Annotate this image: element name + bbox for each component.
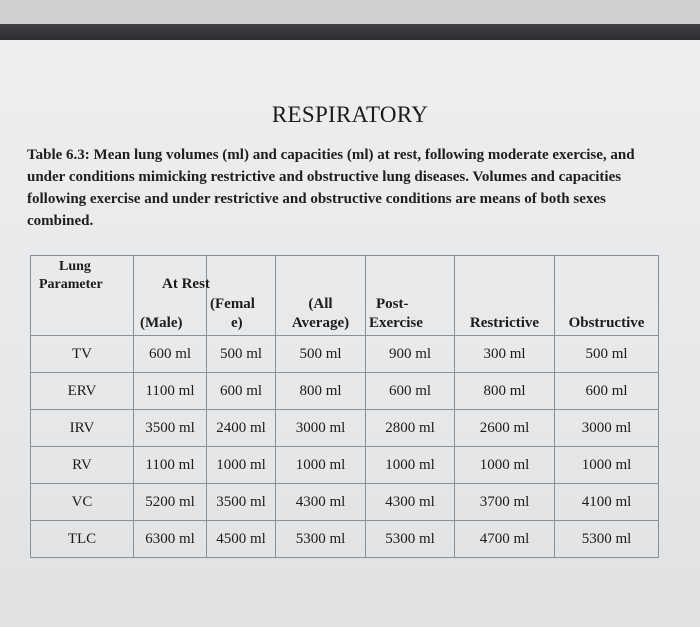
table-row <box>31 447 659 484</box>
female-header-line1: (Femal <box>210 296 255 312</box>
cell-male: 5200 ml <box>134 484 207 521</box>
table-row <box>31 484 659 521</box>
cell-female: 1000 ml <box>207 447 276 484</box>
caption-text: Mean lung volumes (ml) and capacities (ml) at rest, following moderate exercise, and under conditions mimicking restrictive and obstructive lung diseases. Volumes and capacities following exercise and under restrictive and obstructive conditions are means of both sexes combined. <box>27 147 635 229</box>
cell-restrictive: 3700 ml <box>455 484 555 521</box>
row-param: TLC <box>31 521 134 558</box>
table-header-row <box>31 256 659 336</box>
male-header: (Male) <box>140 315 183 331</box>
cell-all: 800 ml <box>276 373 366 410</box>
cell-female: 3500 ml <box>207 484 276 521</box>
cell-post: 900 ml <box>366 336 455 373</box>
cell-female: 500 ml <box>207 336 276 373</box>
male-header-cell <box>134 256 210 336</box>
cell-restrictive: 300 ml <box>455 336 555 373</box>
cell-restrictive: 2600 ml <box>455 410 555 447</box>
cell-female: 600 ml <box>207 373 276 410</box>
cell-obstructive: 3000 ml <box>555 410 659 447</box>
cell-post: 600 ml <box>366 373 455 410</box>
page-header: RESPIRATORY <box>271 102 429 127</box>
cell-female: 2400 ml <box>207 410 276 447</box>
cell-all: 4300 ml <box>276 484 366 521</box>
row-param: RV <box>31 447 134 484</box>
param-header-line2: Parameter <box>39 277 103 292</box>
female-header-line2: e) <box>231 315 243 331</box>
cell-obstructive: 5300 ml <box>555 521 659 558</box>
cell-all: 5300 ml <box>276 521 366 558</box>
restrictive-header-cell <box>455 256 555 336</box>
cell-all: 1000 ml <box>276 447 366 484</box>
cell-obstructive: 500 ml <box>555 336 659 373</box>
param-header-line1: Lung <box>59 259 91 274</box>
cell-obstructive: 4100 ml <box>555 484 659 521</box>
cell-male: 1100 ml <box>134 373 207 410</box>
at-rest-label: At Rest <box>162 276 210 292</box>
restrictive-header: Restrictive <box>469 315 540 331</box>
caption-label: Table 6.3: <box>27 147 90 163</box>
cell-obstructive: 600 ml <box>555 373 659 410</box>
obstructive-header-cell <box>555 256 659 336</box>
post-header-line1: Post- <box>376 296 409 312</box>
obstructive-header: Obstructive <box>568 315 645 331</box>
param-header <box>39 258 103 294</box>
table-row <box>31 336 659 373</box>
table-row <box>31 521 659 558</box>
cell-male: 6300 ml <box>134 521 207 558</box>
table-caption <box>27 144 647 232</box>
post-header-line2: Exercise <box>369 315 423 331</box>
all-header-cell <box>276 256 366 336</box>
cell-all: 500 ml <box>276 336 366 373</box>
cell-male: 600 ml <box>134 336 207 373</box>
row-param: ERV <box>31 373 134 410</box>
all-header-line2: Average) <box>291 315 350 331</box>
cell-post: 5300 ml <box>366 521 455 558</box>
female-header-cell <box>207 256 276 336</box>
post-header-cell <box>366 256 455 336</box>
cell-post: 1000 ml <box>366 447 455 484</box>
cell-post: 4300 ml <box>366 484 455 521</box>
table-row <box>31 410 659 447</box>
lung-volume-table <box>30 255 659 558</box>
row-param: IRV <box>31 410 134 447</box>
cell-obstructive: 1000 ml <box>555 447 659 484</box>
cell-restrictive: 4700 ml <box>455 521 555 558</box>
row-param: TV <box>31 336 134 373</box>
cell-post: 2800 ml <box>366 410 455 447</box>
cell-restrictive: 1000 ml <box>455 447 555 484</box>
all-header-line1: (All <box>308 296 333 312</box>
cell-restrictive: 800 ml <box>455 373 555 410</box>
param-header-cell <box>31 256 134 336</box>
row-param: VC <box>31 484 134 521</box>
cell-female: 4500 ml <box>207 521 276 558</box>
cell-male: 1100 ml <box>134 447 207 484</box>
table-row <box>31 373 659 410</box>
cell-male: 3500 ml <box>134 410 207 447</box>
cell-all: 3000 ml <box>276 410 366 447</box>
